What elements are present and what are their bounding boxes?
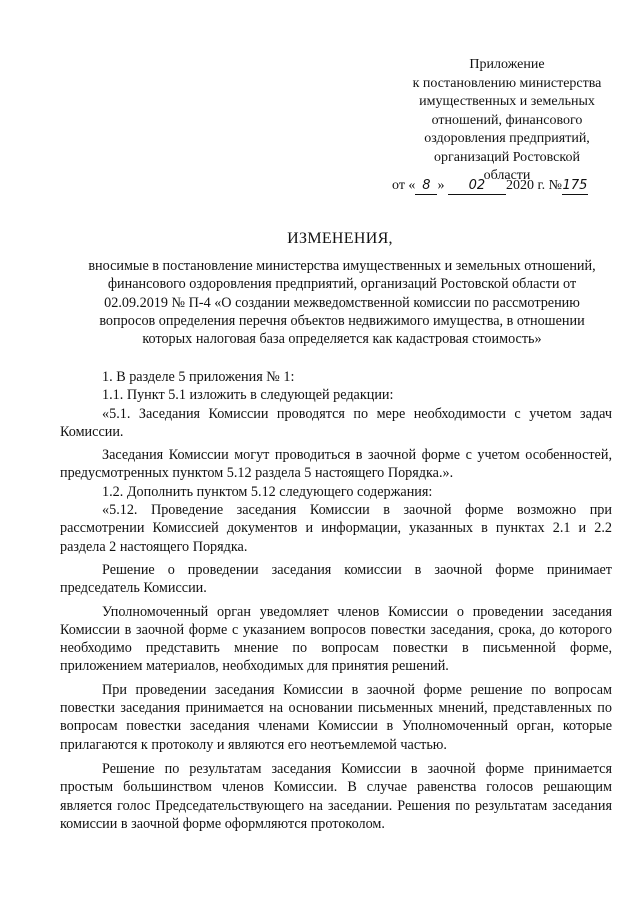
document-body	[60, 368, 612, 833]
paragraph-voting: Решение по результатам заседания Комиссии в заочной форме принимается простым большинством членов Комиссии. В случае равенства голосов решающим является голос Председательствующего на заседании. Решения по результатам заседания комиссии в заочной форме оформляются протоколом.	[60, 760, 612, 832]
subtitle-line: вносимые в постановление министерства имущественных и земельных отношений,	[88, 258, 596, 274]
paragraph-absentee-form: Заседания Комиссии могут проводиться в заочной форме с учетом особенностей, предусмотренных пунктом 5.12 раздела 5 настоящего Порядка.».	[60, 447, 612, 482]
appendix-line: к постановлению министерства	[412, 75, 602, 91]
paragraph-decision-basis: При проведении заседания Комиссии в заочной форме решение по вопросам повестки заседания принимается на основании письменных мнений, представленных по вопросам повестки заседания членами Комиссии в Уполномоченный орган, которые прилагаются к протоколу и являются его неотъемлемой частью.	[60, 681, 612, 753]
subtitle-line: которых налоговая база определяется как кадастровая стоимость»	[142, 331, 542, 348]
document-title: ИЗМЕНЕНИЯ,	[287, 230, 393, 247]
date-number-line	[392, 177, 632, 195]
appendix-line: Приложение	[469, 57, 545, 72]
date-mid: »	[437, 178, 445, 193]
appendix-line: оздоровления предприятий,	[424, 131, 590, 146]
paragraph-clause-5-12: «5.12. Проведение заседания Комиссии в заочной форме возможно при рассмотрении Комиссией документов и информации, указанных в пунктах 2.1 и 2.2 раздела 2 настоящего Порядка.	[60, 502, 612, 555]
paragraph-item-1-2: 1.2. Дополнить пунктом 5.12 следующего содержания:	[102, 483, 433, 500]
date-prefix: от «	[392, 178, 416, 193]
paragraph-clause-5-1: «5.1. Заседания Комиссии проводятся по мере необходимости с учетом задач Комиссии.	[60, 405, 612, 440]
handwritten-number: 175	[562, 178, 588, 193]
handwritten-month: 02	[448, 177, 506, 195]
appendix-line: области	[483, 168, 531, 183]
appendix-line: отношений, финансового	[431, 112, 583, 128]
paragraph-chairman-decision: Решение о проведении заседания комиссии в заочной форме принимает председатель Комиссии.	[60, 561, 612, 597]
paragraph-item-1-1: 1.1. Пункт 5.1 изложить в следующей редакции:	[102, 387, 394, 404]
appendix-block	[382, 56, 632, 186]
date-year: 2020 г. №	[505, 178, 562, 193]
paragraph-section-5: 1. В разделе 5 приложения № 1:	[102, 369, 295, 385]
appendix-line: организаций Ростовской	[434, 149, 580, 165]
subtitle-line: вопросов определения перечня объектов недвижимого имущества, в отношении	[99, 312, 585, 329]
subtitle-line: 02.09.2019 № П-4 «О создании межведомственной комиссии по рассмотрению	[104, 294, 580, 311]
appendix-line: имущественных и земельных	[419, 94, 595, 109]
handwritten-day: 8	[415, 177, 437, 195]
document-subtitle	[52, 257, 632, 348]
subtitle-line: финансового оздоровления предприятий, организаций Ростовской области от	[107, 276, 577, 293]
paragraph-notification: Уполномоченный орган уведомляет членов Комиссии о проведении заседания Комиссии в заочной форме с указанием вопросов повестки заседания, срока, до которого необходимо представить мнение по вопросам повестки в письменной форме, приложением материалов, необходимых для принятия решений.	[60, 603, 612, 675]
